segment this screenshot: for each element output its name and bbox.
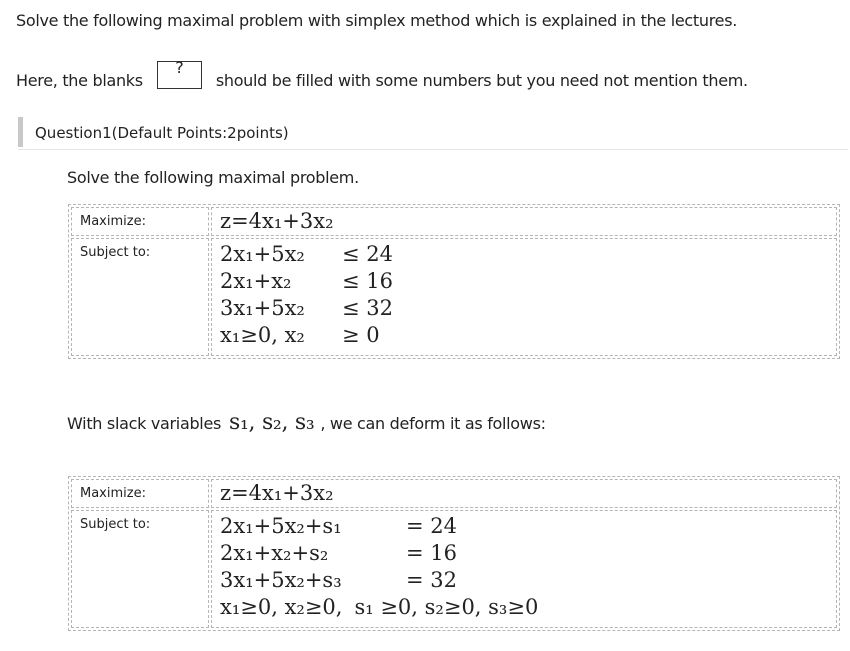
blanks-note-prefix: Here, the blanks [16,70,143,90]
slack-variables-text [67,410,546,435]
constraint-2: 2x₁+x₂ ≤ 16 [220,269,393,293]
deformed-subject-to-label: Subject to: [71,510,209,628]
constraint-1: 2x₁+5x₂ ≤ 24 [220,242,393,266]
constraints-block [211,238,837,356]
maximize-label: Maximize: [71,207,209,236]
deformed-objective-row [71,479,837,508]
constraint-4: x₁≥0, x₂ ≥ 0 [220,323,380,347]
subject-to-label: Subject to: [71,238,209,356]
original-problem-table [68,204,840,359]
question-header [18,117,848,150]
deformed-constraint-1: 2x₁+5x₂+s₁ = 24 [220,514,457,538]
question-header-bar [18,117,23,147]
blanks-note-suffix: should be filled with some numbers but you need not mention them. [215,70,748,90]
objective-row [71,207,837,236]
deformed-problem-table [68,476,840,631]
instruction-text: Solve the following maximal problem with simplex method which is explained in the lectures. [16,11,738,30]
objective-function: z=4x₁+3x₂ [211,207,837,236]
slack-text-prefix: With slack variables [67,414,222,433]
deformed-constraint-4: x₁≥0, x₂≥0, s₁ ≥0, s₂≥0, s₃≥0 [220,595,539,619]
deformed-objective-function: z=4x₁+3x₂ [211,479,837,508]
slack-variables: s₁, s₂, s₃ [229,410,315,435]
deformed-constraint-3: 3x₁+5x₂+s₃ = 32 [220,568,457,592]
constraint-3: 3x₁+5x₂ ≤ 32 [220,296,393,320]
blank-placeholder-box: ? [157,61,202,89]
deformed-constraints-block [211,510,837,628]
problem-intro: Solve the following maximal problem. [67,168,359,187]
question-title: Question1(Default Points:2points) [35,124,289,142]
slack-text-suffix: , we can deform it as follows: [320,414,546,433]
deformed-constraint-2: 2x₁+x₂+s₂ = 16 [220,541,457,565]
deformed-constraints-row [71,510,837,628]
blanks-note [16,58,748,94]
deformed-maximize-label: Maximize: [71,479,209,508]
constraints-row [71,238,837,356]
